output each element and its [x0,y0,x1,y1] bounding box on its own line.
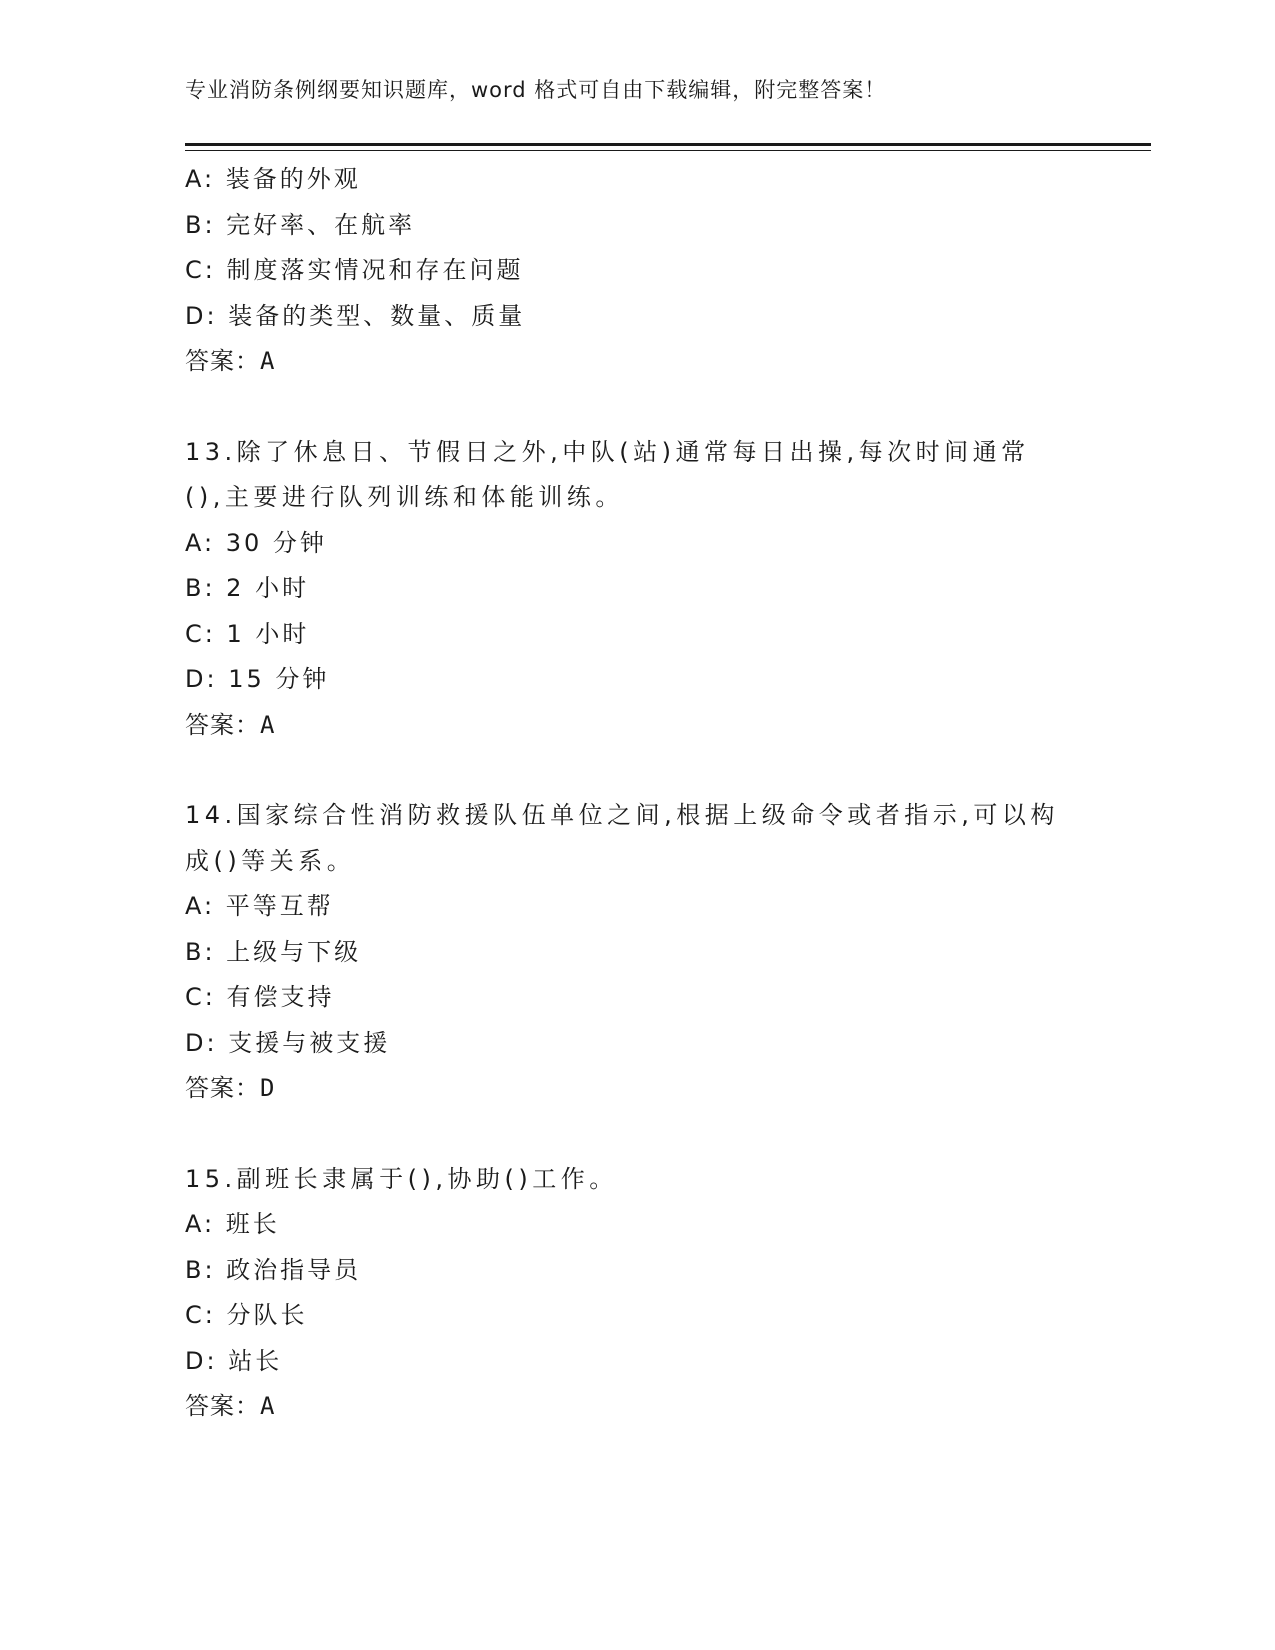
spacer [185,385,1105,430]
option-d: D: 支援与被支援 [185,1028,391,1057]
question-12 [185,157,1105,385]
question-13 [185,430,1105,749]
document-header: 专业消防条例纲要知识题库，word 格式可自由下载编辑，附完整答案！ [185,78,887,102]
option-b: B: 政治指导员 [185,1255,362,1284]
option-d: D: 装备的类型、数量、质量 [185,301,526,330]
option-b: B: 2 小时 [185,574,310,602]
option-b: B: 上级与下级 [185,937,362,966]
spacer [185,748,1105,793]
question-15 [185,1157,1105,1430]
question-14 [185,793,1105,1112]
stem-line: 成()等关系。 [185,846,356,875]
answer-line: 答案：A [185,710,276,739]
answer-line: 答案：D [185,1074,276,1102]
option-c: C: 有偿支持 [185,983,335,1011]
answer-line: 答案：A [185,347,276,375]
option-c: C: 1 小时 [185,619,310,648]
option-d: D: 站长 [185,1346,283,1375]
stem-line: 14.国家综合性消防救援队伍单位之间,根据上级命令或者指示,可以构 [185,801,1059,829]
stem-line: (),主要进行队列训练和体能训练。 [185,483,624,511]
option-c: C: 分队长 [185,1301,308,1329]
option-a: A: 班长 [185,1210,280,1238]
question-stem [185,1157,1105,1203]
stem-line: 15.副班长隶属于(),协助()工作。 [185,1164,618,1193]
question-list [185,157,1105,1430]
header-rule-thick [185,143,1151,146]
option-d: D: 15 分钟 [185,665,330,693]
header-rule-thin [185,150,1151,151]
question-stem [185,430,1105,521]
spacer [185,1112,1105,1157]
option-a: A: 平等互帮 [185,892,334,920]
option-c: C: 制度落实情况和存在问题 [185,256,524,284]
answer-line: 答案：A [185,1392,276,1420]
question-stem [185,793,1105,884]
option-b: B: 完好率、在航率 [185,210,416,239]
option-a: A: 装备的外观 [185,165,361,193]
stem-line: 13.除了休息日、节假日之外,中队(站)通常每日出操,每次时间通常 [185,437,1030,466]
option-a: A: 30 分钟 [185,528,327,557]
